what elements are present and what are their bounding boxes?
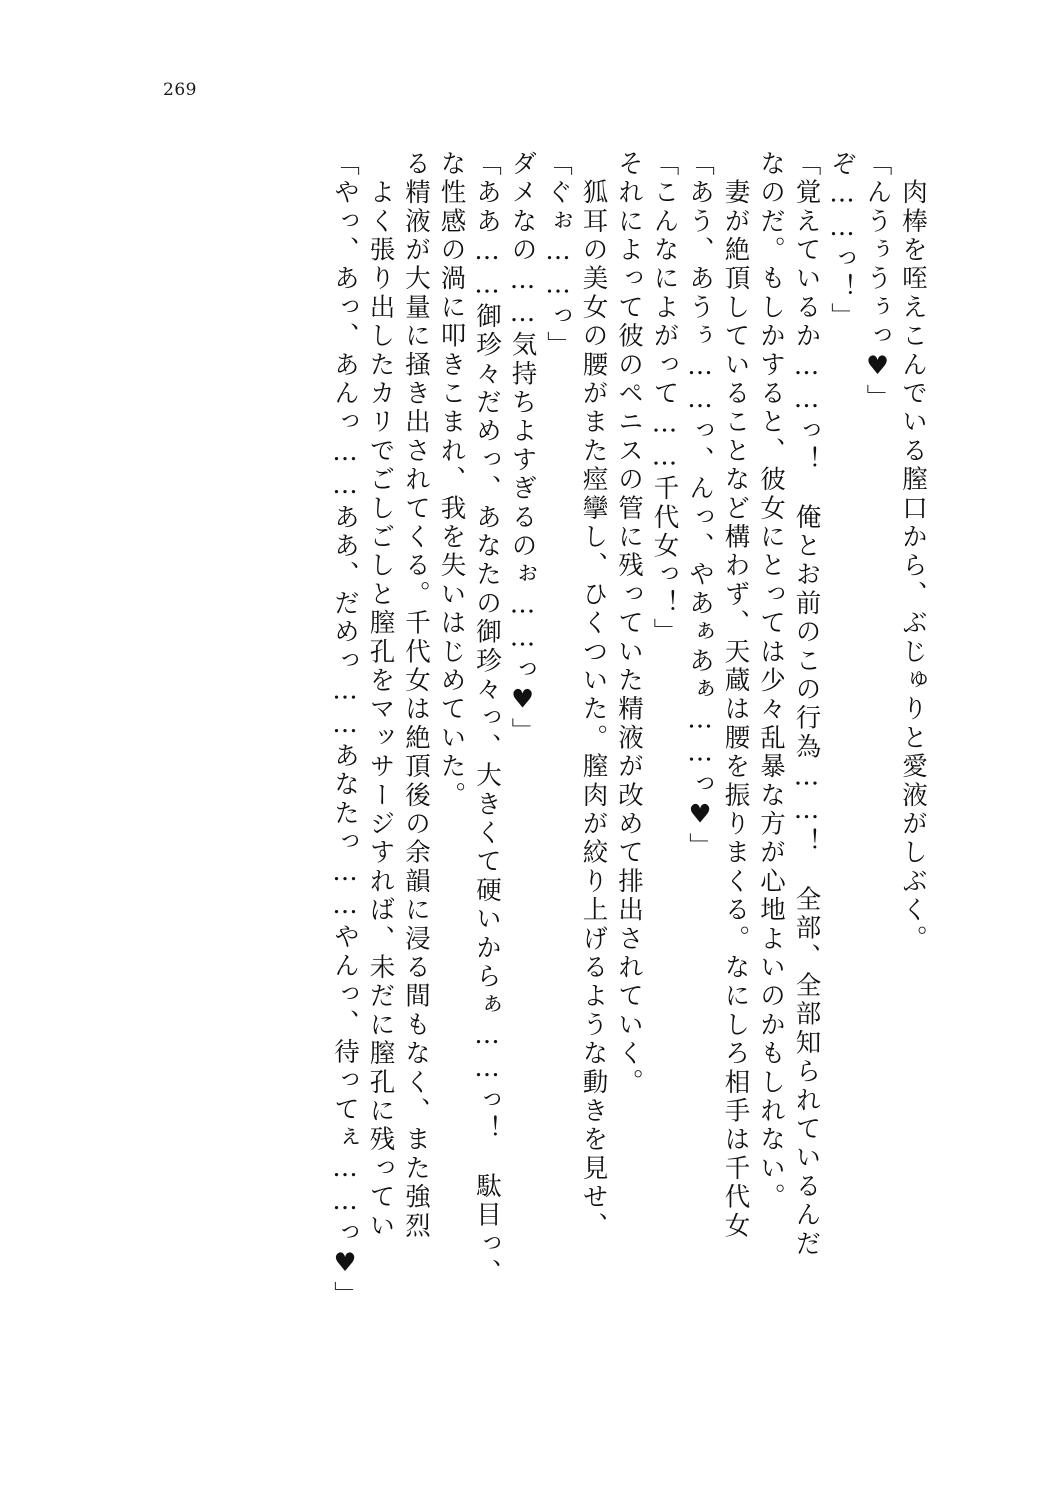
text-column: ぞ……っ！」 (827, 150, 857, 332)
text-column: 「ああ……御珍々だめっ、あなたの御珍々っ、大きくて硬いからぁ……っ！ 駄目っ、 (472, 150, 502, 1288)
text-column: 「やっ、あっ、あんっ……ああ、だめっ……あなたっ……やんっ、待ってぇ……っ♥」 (330, 150, 360, 1310)
text-column: 「ぐぉ……っ」 (543, 150, 573, 360)
text-column: よく張り出したカリでごしごしと膣孔をマッサージすれば、未だに膣孔に残ってい (365, 150, 396, 1241)
text-column: 肉棒を咥えこんでいる膣口から、ぶじゅりと愛液がしぶく。 (898, 150, 928, 954)
text-column: ダメなの……気持ちよすぎるのぉ……っ♥」 (507, 150, 538, 747)
text-column: 狐耳の美女の腰がまた痙攣し、ひくついた。膣肉が絞り上げるような動きを見せ、 (578, 150, 609, 1241)
vertical-body-text (322, 150, 926, 1400)
text-column: 妻が絶頂していることなど構わず、天蔵は腰を振りまくる。なにしろ相手は千代女 (720, 150, 751, 1241)
text-column: な性感の渦に叩きこまれ、我を失いはじめていた。 (436, 150, 467, 811)
text-column: 「覚えているか……っ！ 俺とお前のこの行為……！ 全部、全部知られているんだ (791, 150, 822, 1259)
text-column: それによって彼のペニスの管に残っていた精液が改めて排出されていく。 (614, 150, 644, 1098)
text-column: る精液が大量に掻き出されてくる。千代女は絶頂後の余韻に浸る間もなく、また強烈 (401, 150, 431, 1241)
text-column: 「あう、あうぅ……っ、んっ、やあぁあぁ……っ♥」 (685, 150, 715, 862)
text-column: なのだ。もしかすると、彼女にとっては少々乱暴な方が心地よいのかもしれない。 (756, 150, 786, 1212)
text-column: 「こんなによがって……千代女っ！」 (649, 150, 680, 647)
page-number: 269 (163, 80, 197, 100)
text-column: 「んうぅうぅっ♥」 (862, 150, 893, 413)
